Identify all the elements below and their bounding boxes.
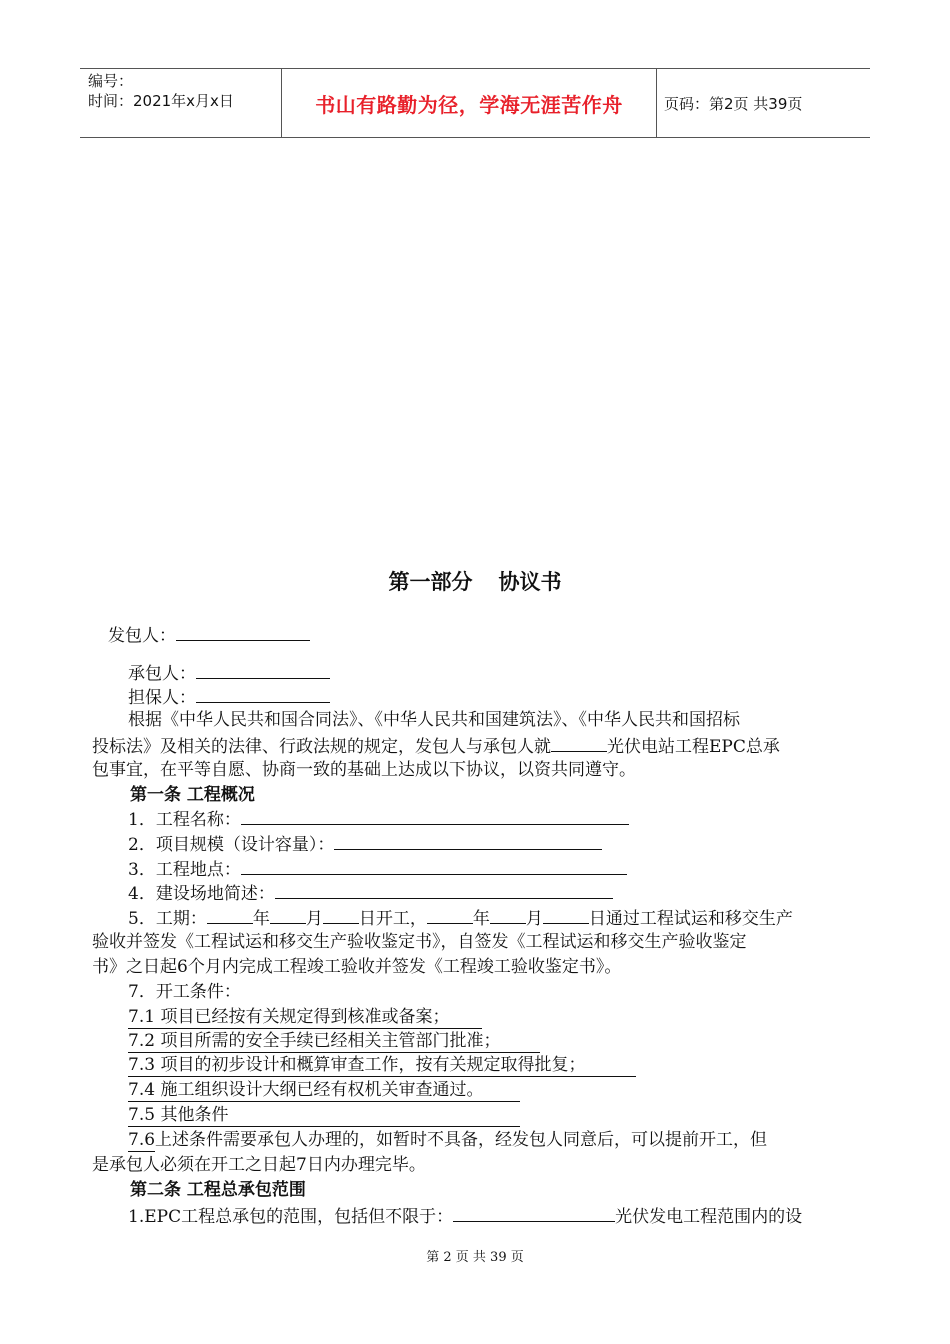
condition-7-6-line2: 是承包人必须在开工之日起7日内办理完毕。	[92, 1155, 426, 1175]
condition-7-6: 7.6上述条件需要承包人办理的，如暂时不具备，经发包人同意后，可以提前开工，但	[128, 1130, 768, 1150]
guarantor-line: 担保人：	[128, 684, 330, 710]
article2-heading: 第二条 工程总承包范围	[130, 1180, 306, 1200]
page-footer: 第 2 页 共 39 页	[426, 1250, 524, 1265]
article1-item1: 1．工程名称：	[128, 806, 629, 832]
article1-item5-line2: 验收并签发《工程试运和移交生产验收鉴定书》，自签发《工程试运和移交生产验收鉴定	[92, 932, 747, 952]
employer-blank	[176, 622, 310, 641]
intro-line-1: 根据《中华人民共和国合同法》、《中华人民共和国建筑法》、《中华人民共和国招标	[128, 710, 740, 730]
header-number: 编号：	[88, 72, 134, 90]
guarantor-blank	[196, 684, 330, 703]
article1-item4: 4．建设场地简述：	[128, 880, 613, 906]
condition-7-4: 7.4 施工组织设计大纲已经有权机关审查通过。	[128, 1078, 520, 1102]
document-title	[0, 566, 950, 596]
header-motto: 书山有路勤为径，学海无涯苦作舟	[282, 69, 657, 137]
article1-item3: 3．工程地点：	[128, 856, 627, 882]
intro-line-3: 包事宜，在平等自愿、协商一致的基础上达成以下协议，以资共同遵守。	[92, 760, 636, 780]
condition-7-1: 7.1 项目已经按有关规定得到核准或备案；	[128, 1005, 482, 1029]
condition-7-2: 7.2 项目所需的安全手续已经相关主管部门批准；	[128, 1029, 540, 1053]
title-name: 协议书	[498, 570, 562, 594]
page-header	[80, 68, 870, 138]
article2-item1: 1.EPC工程总承包的范围，包括但不限于： 光伏发电工程范围内的设	[128, 1203, 802, 1229]
article1-item2: 2．项目规模（设计容量）：	[128, 831, 602, 857]
condition-7-5: 7.5 其他条件	[128, 1103, 520, 1127]
title-part: 第一部分	[388, 570, 473, 594]
condition-7-3: 7.3 项目的初步设计和概算审查工作，按有关规定取得批复；	[128, 1053, 636, 1077]
contractor-blank	[196, 660, 330, 679]
header-meta	[80, 69, 282, 137]
intro-line-2: 投标法》及相关的法律、行政法规的规定，发包人与承包人就 光伏电站工程EPC总承	[92, 733, 780, 759]
article1-item5: 5．工期： 年 月 日开工， 年 月 日通过工程试运和移交生产	[128, 905, 793, 931]
contractor-line: 承包人：	[128, 660, 330, 686]
article1-item7: 7．开工条件：	[128, 982, 241, 1002]
article1-heading: 第一条 工程概况	[130, 785, 255, 805]
header-time: 时间：2021年x月x日	[88, 92, 234, 110]
article1-item5-line3: 书》之日起6个月内完成工程竣工验收并签发《工程竣工验收鉴定书》。	[92, 957, 622, 977]
header-page-info: 页码：第2页 共39页	[664, 94, 803, 113]
project-blank	[551, 733, 607, 752]
employer-line: 发包人：	[108, 622, 310, 648]
